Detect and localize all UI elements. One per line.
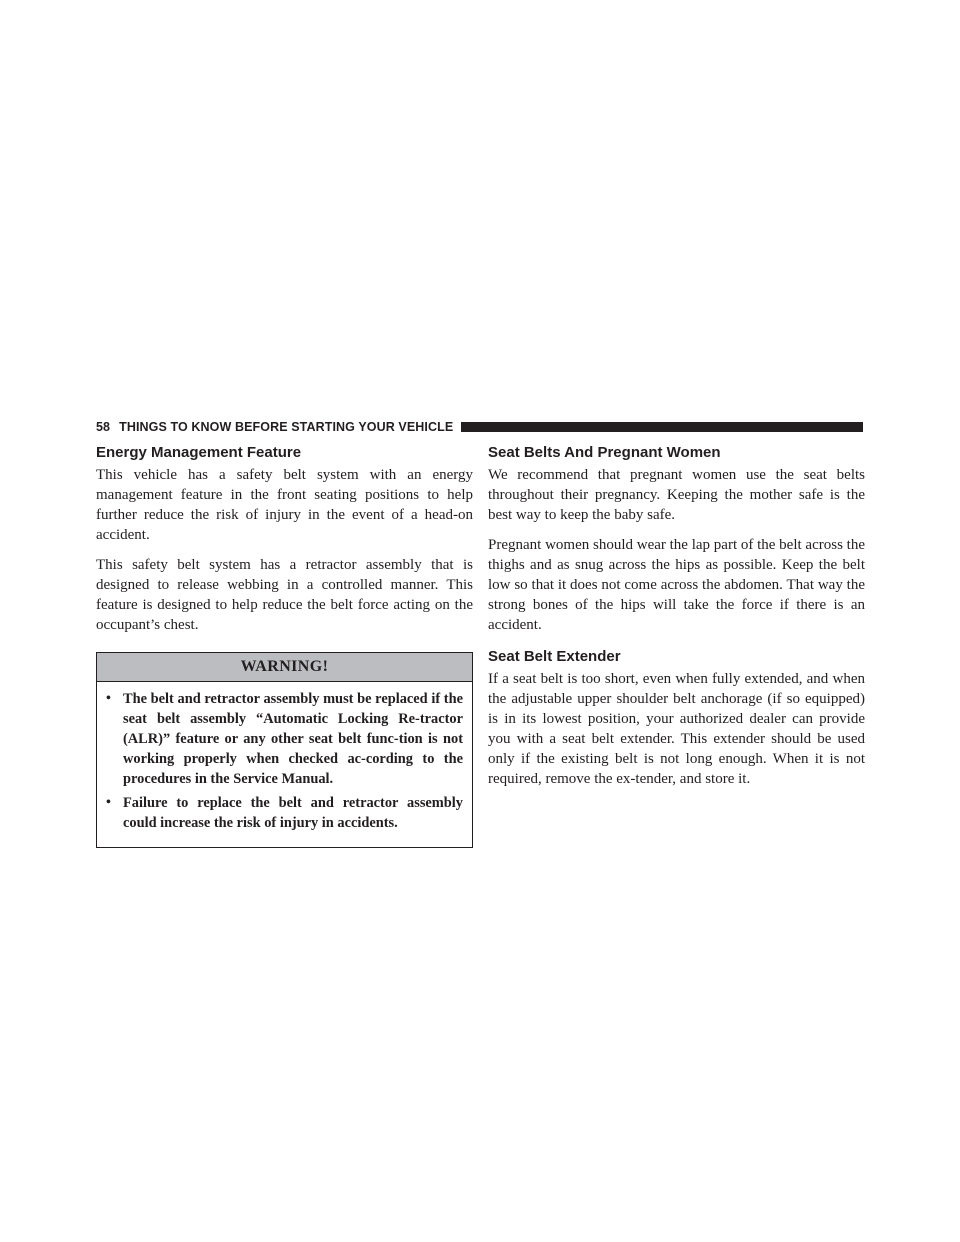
paragraph: Pregnant women should wear the lap part of the belt across the thighs and as snug across the hips as possible. Keep the belt low so that it does not come across the abdomen. That way the strong bones of the hips will take the force if there is an accident. — [488, 537, 865, 633]
heading-energy-management: Energy Management Feature — [96, 444, 302, 461]
warning-text: Failure to replace the belt and retractor assembly could increase the risk of injury in accidents. — [123, 795, 463, 831]
section-title: THINGS TO KNOW BEFORE STARTING YOUR VEHICLE — [119, 420, 454, 434]
paragraph: If a seat belt is too short, even when fully extended, and when the adjustable upper shoulder belt anchorage (if so equipped) is in its lowest position, your authorized dealer can provide you with a seat belt extender. This extender should be used only if the existing belt is not long enough. When it is not required, remove the ex-tender, and store it. — [488, 671, 865, 787]
page-number: 58 — [96, 420, 111, 434]
bullet-icon: • — [106, 795, 111, 810]
paragraph: This vehicle has a safety belt system with an energy management feature in the front seating positions to help further reduce the risk of injury in the event of a head-on accident. — [96, 467, 473, 543]
paragraph: This safety belt system has a retractor assembly that is designed to release webbing in a controlled manner. This feature is designed to help reduce the belt force acting on the occupant’s chest. — [96, 557, 473, 633]
warning-box — [96, 652, 473, 848]
bullet-icon: • — [106, 691, 111, 706]
left-column — [96, 443, 473, 848]
heading-belt-extender: Seat Belt Extender — [488, 648, 621, 665]
header-rule — [461, 422, 863, 432]
paragraph: We recommend that pregnant women use the seat belts throughout their pregnancy. Keeping the mother safe is the best way to keep the baby safe. — [488, 467, 865, 523]
warning-title: WARNING! — [97, 653, 472, 682]
right-column — [488, 443, 865, 799]
warning-item — [106, 793, 463, 833]
page-header — [96, 418, 863, 436]
warning-item — [106, 689, 463, 789]
heading-pregnant-women: Seat Belts And Pregnant Women — [488, 444, 721, 461]
warning-body — [97, 682, 472, 847]
warning-text: The belt and retractor assembly must be replaced if the seat belt assembly “Automatic Locking Re-tractor (ALR)” feature or any other seat belt func-tion is not working properly when checked ac-cording to the procedures in the Service Manual. — [123, 691, 463, 787]
